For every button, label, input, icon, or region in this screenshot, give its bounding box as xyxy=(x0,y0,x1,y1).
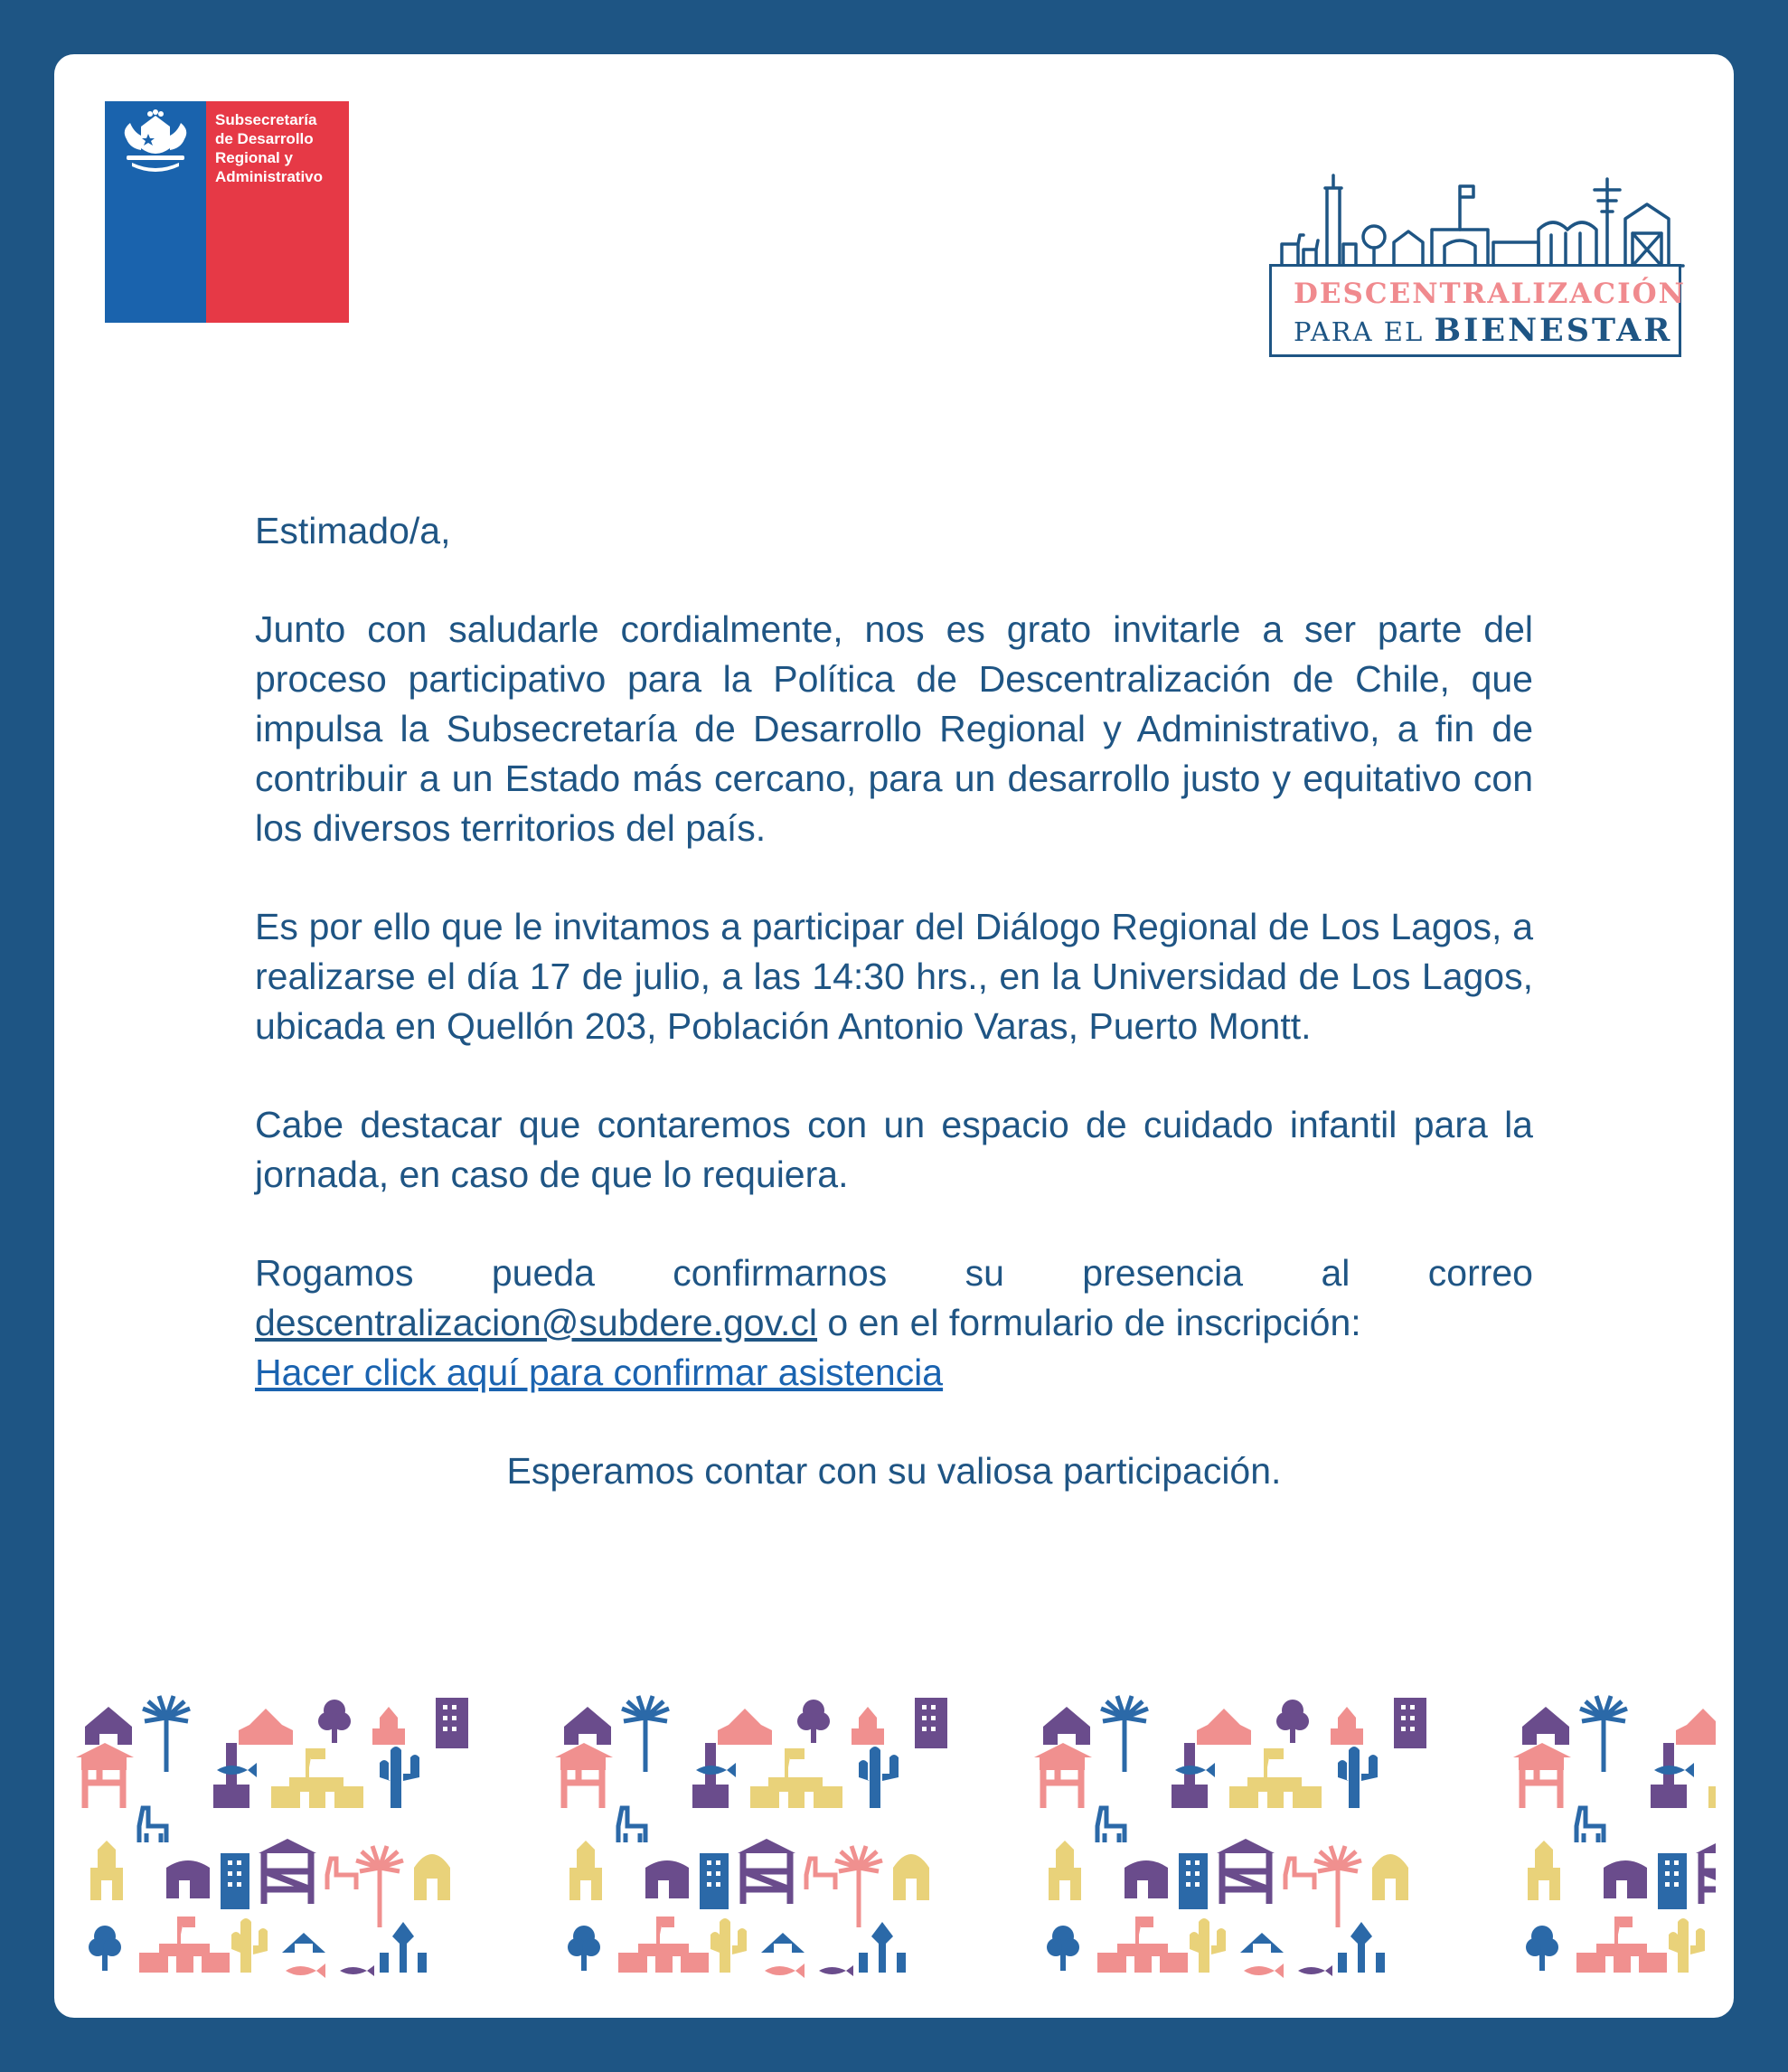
greeting: Estimado/a, xyxy=(255,510,451,551)
logo-subtitle-prefix: PARA EL xyxy=(1294,316,1425,347)
email-link[interactable]: descentralizacion@subdere.gov.cl xyxy=(255,1302,818,1343)
logo-blue-block xyxy=(105,101,206,323)
logo-line-3: Regional y xyxy=(215,149,293,166)
logo-line-4: Administrativo xyxy=(215,168,324,185)
logo-subtitle xyxy=(1294,312,1672,349)
paragraph-invitation: Junto con saludarle cordialmente, nos es grato invitarle a ser parte del proceso participativo para la Política de Descentralización de Chile, que impulsa la Subsecretaría de Desarrollo Regional y Administrativo, a fin de contribuir a un Estado más cercano, para un desarrollo justo y equitativo con los diversos territorios del país. xyxy=(255,608,1533,849)
logo-line-2: de Desarrollo xyxy=(215,130,314,147)
subdere-logo-text xyxy=(215,110,323,186)
paragraph-event-details: Es por ello que le invitamos a participar del Diálogo Regional de Los Lagos, a realizarse el día 17 de julio, a las 14:30 hrs., en la Universidad de Los Lagos, ubicada en Quellón 203, Población Antonio Varas, Puerto Montt. xyxy=(255,906,1533,1047)
logo-line-1: Subsecretaría xyxy=(215,111,317,128)
closing-line: Esperamos contar con su valiosa participación. xyxy=(506,1450,1282,1492)
paragraph-childcare: Cabe destacar que contaremos con un espacio de cuidado infantil para la jornada, en caso de que lo requiera. xyxy=(255,1104,1533,1195)
logo-red-block xyxy=(206,101,349,323)
confirmation-form-text: o en el formulario de inscripción: xyxy=(817,1302,1361,1343)
letter-body xyxy=(255,506,1533,1545)
paragraph-confirmation xyxy=(255,1248,1533,1398)
footer-pattern xyxy=(72,1691,1716,1998)
confirmation-text: Rogamos pueda confirmarnos su presencia al correo xyxy=(255,1252,1533,1294)
subdere-logo xyxy=(105,101,349,323)
confirm-attendance-link[interactable]: Hacer click aquí para confirmar asistencia xyxy=(255,1352,944,1393)
logo-text-frame xyxy=(1269,264,1686,357)
descentralizacion-logo xyxy=(1267,128,1689,362)
logo-subtitle-bold: BIENESTAR xyxy=(1434,312,1673,349)
skyline-icon xyxy=(1267,128,1689,273)
logo-title: DESCENTRALIZACIÓN xyxy=(1294,278,1686,310)
coat-of-arms-icon xyxy=(114,108,197,174)
letter-card xyxy=(54,54,1734,2018)
